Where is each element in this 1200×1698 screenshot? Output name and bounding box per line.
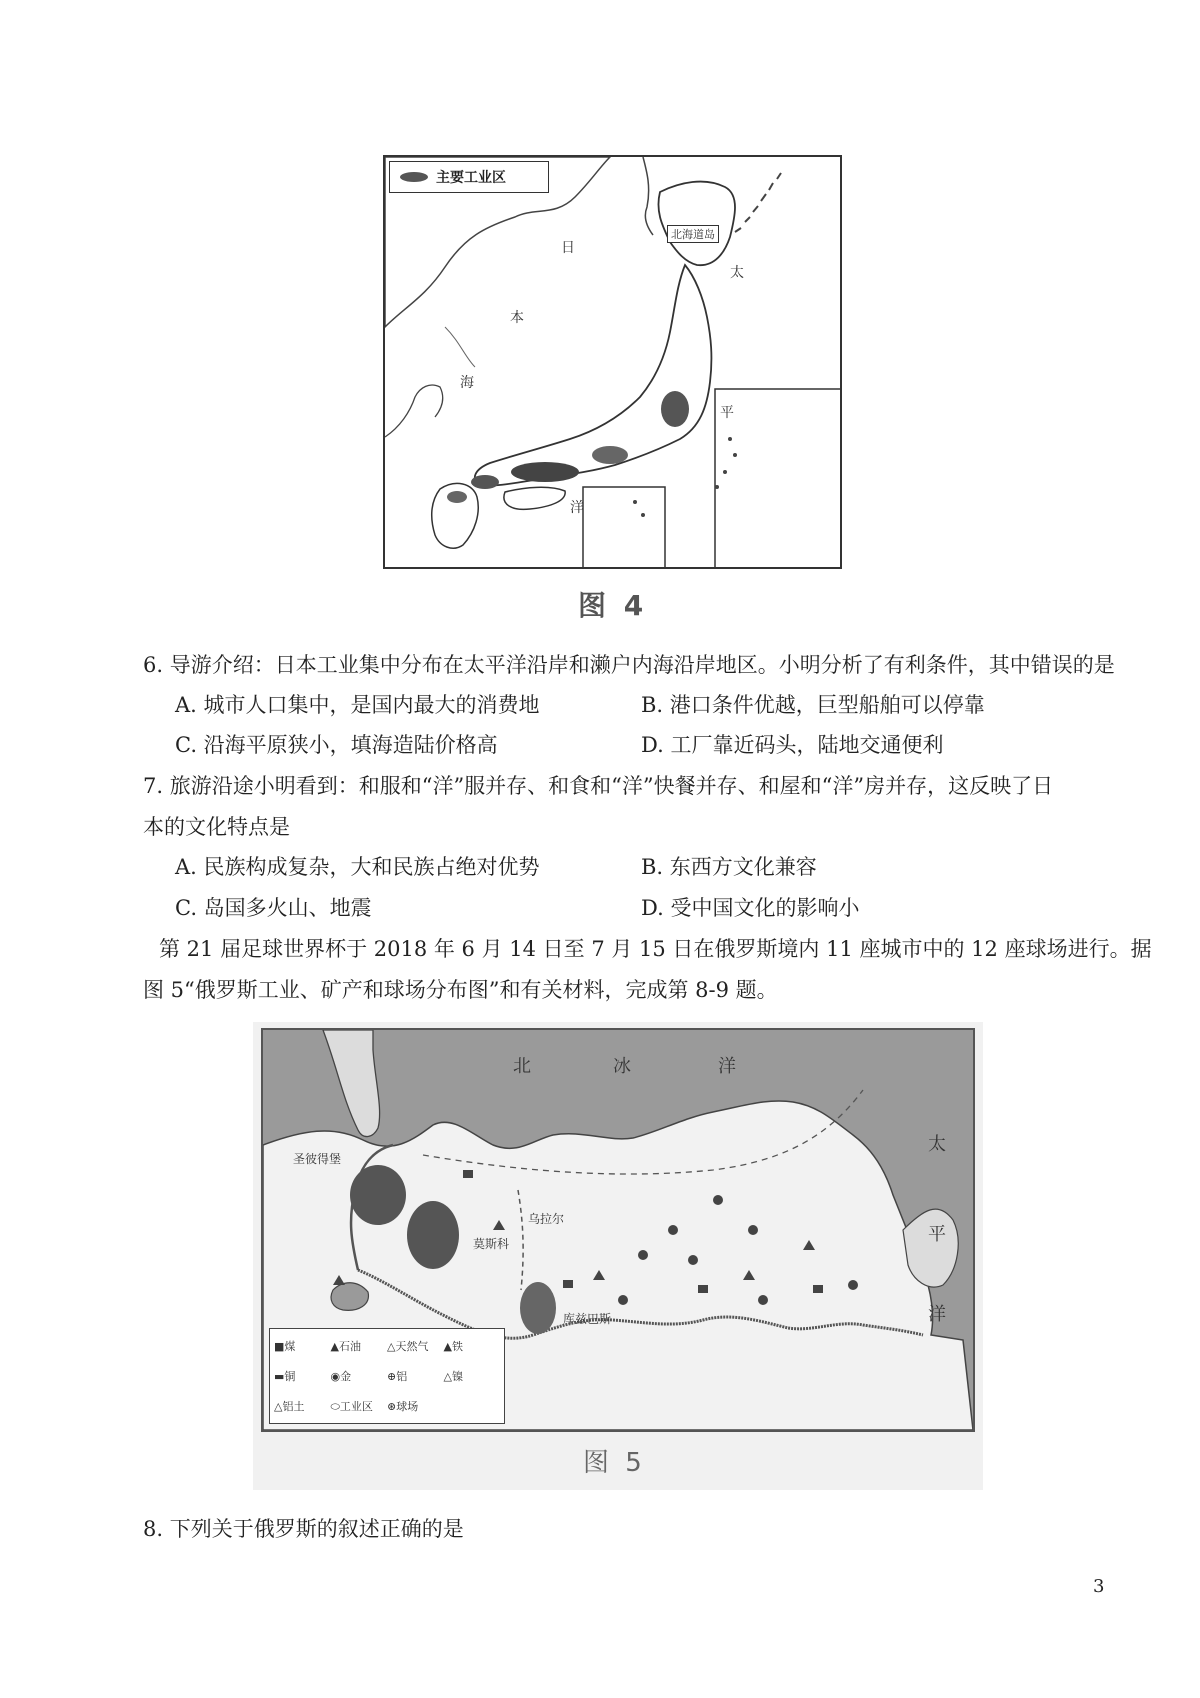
legend-nickel: △镍	[443, 1370, 463, 1383]
question-6-option-d: D. 工厂靠近码头，陆地交通便利	[641, 733, 944, 757]
question-8-stem: 8. 下列关于俄罗斯的叙述正确的是	[143, 1517, 464, 1541]
pacific-char-2: 平	[720, 405, 734, 421]
copper-icon: ▬	[274, 1370, 285, 1383]
industrial-zone-legend-icon	[400, 172, 428, 182]
figure-5-map	[261, 1028, 975, 1432]
pacific-char-3: 洋	[928, 1304, 946, 1325]
gas-icon: △	[387, 1340, 396, 1353]
sea-of-japan-char-2: 本	[510, 310, 524, 326]
intro-line-1: 第 21 届足球世界杯于 2018 年 6 月 14 日至 7 月 15 日在俄罗斯境内 11 座城市中的 12 座球场进行。据	[159, 937, 1152, 961]
question-7-option-c: C. 岛国多火山、地震	[175, 896, 372, 920]
page-number: 3	[1093, 1576, 1105, 1597]
kuzbass-label: 库兹巴斯	[563, 1312, 612, 1326]
bauxite-icon: △	[274, 1400, 283, 1413]
question-7-option-d: D. 受中国文化的影响小	[641, 896, 860, 920]
japan-map-drawing	[385, 157, 840, 567]
figure-4-caption: 图 4	[578, 589, 648, 622]
pacific-char-1: 太	[730, 265, 744, 281]
industrial-zone-icon: ⬭	[330, 1400, 340, 1413]
pacific-char-3: 洋	[570, 500, 584, 516]
hokkaido-label: 北海道岛	[667, 225, 719, 243]
st-petersburg-label: 圣彼得堡	[293, 1152, 342, 1166]
intro-line-2: 图 5“俄罗斯工业、矿产和球场分布图”和有关材料，完成第 8-9 题。	[143, 978, 778, 1002]
nickel-icon: △	[443, 1370, 452, 1383]
legend-label: 主要工业区	[436, 170, 506, 186]
legend-oil: ▲石油	[330, 1340, 361, 1353]
legend-aluminum: ⊕铝	[387, 1370, 408, 1383]
coal-icon: ■	[274, 1340, 285, 1353]
question-6-option-b: B. 港口条件优越，巨型船舶可以停靠	[641, 693, 985, 717]
legend-gas: △天然气	[387, 1340, 429, 1353]
figure-4-map	[383, 155, 842, 569]
question-6-option-a: A. 城市人口集中，是国内最大的消费地	[175, 693, 540, 717]
stadium-icon: ⊛	[387, 1400, 397, 1413]
figure-5-panel	[253, 1022, 983, 1490]
pacific-char-2: 平	[928, 1224, 946, 1245]
legend-coal: ■煤	[274, 1340, 296, 1353]
arctic-ocean-char-1: 北	[513, 1056, 531, 1077]
legend-gold: ◉金	[330, 1370, 352, 1383]
legend-iron: ▲铁	[443, 1340, 463, 1353]
question-6-option-c: C. 沿海平原狭小，填海造陆价格高	[175, 733, 498, 757]
question-7-stem-line-1: 7. 旅游沿途小明看到：和服和“洋”服并存、和食和“洋”快餐并存、和屋和“洋”房并存，这反映了日	[143, 774, 1054, 798]
oil-icon: ▲	[330, 1340, 339, 1353]
sea-of-japan-char-3: 海	[460, 375, 474, 391]
pacific-char-1: 太	[928, 1134, 946, 1155]
legend-industrial-zone: ⬭工业区	[330, 1400, 373, 1413]
ural-label: 乌拉尔	[528, 1212, 565, 1226]
iron-icon: ▲	[443, 1340, 452, 1353]
question-7-option-b: B. 东西方文化兼容	[641, 855, 817, 879]
question-7-option-a: A. 民族构成复杂，大和民族占绝对优势	[175, 855, 540, 879]
figure-5-caption: 图 5	[583, 1448, 646, 1478]
legend-stadium: ⊛球场	[387, 1400, 419, 1413]
arctic-ocean-char-2: 冰	[613, 1056, 631, 1077]
question-7-stem-line-2: 本的文化特点是	[143, 815, 290, 839]
figure-4-legend	[389, 161, 549, 193]
aluminum-icon: ⊕	[387, 1370, 397, 1383]
arctic-ocean-char-3: 洋	[718, 1056, 736, 1077]
legend-copper: ▬铜	[274, 1370, 296, 1383]
legend-bauxite: △铝土	[274, 1400, 305, 1413]
question-6-stem: 6. 导游介绍：日本工业集中分布在太平洋沿岸和濑户内海沿岸地区。小明分析了有利条件，其中错误的是	[143, 653, 1115, 677]
sea-of-japan-char-1: 日	[561, 240, 575, 256]
figure-5-legend	[269, 1328, 505, 1424]
moscow-label: 莫斯科	[473, 1237, 510, 1251]
gold-icon: ◉	[330, 1370, 341, 1383]
